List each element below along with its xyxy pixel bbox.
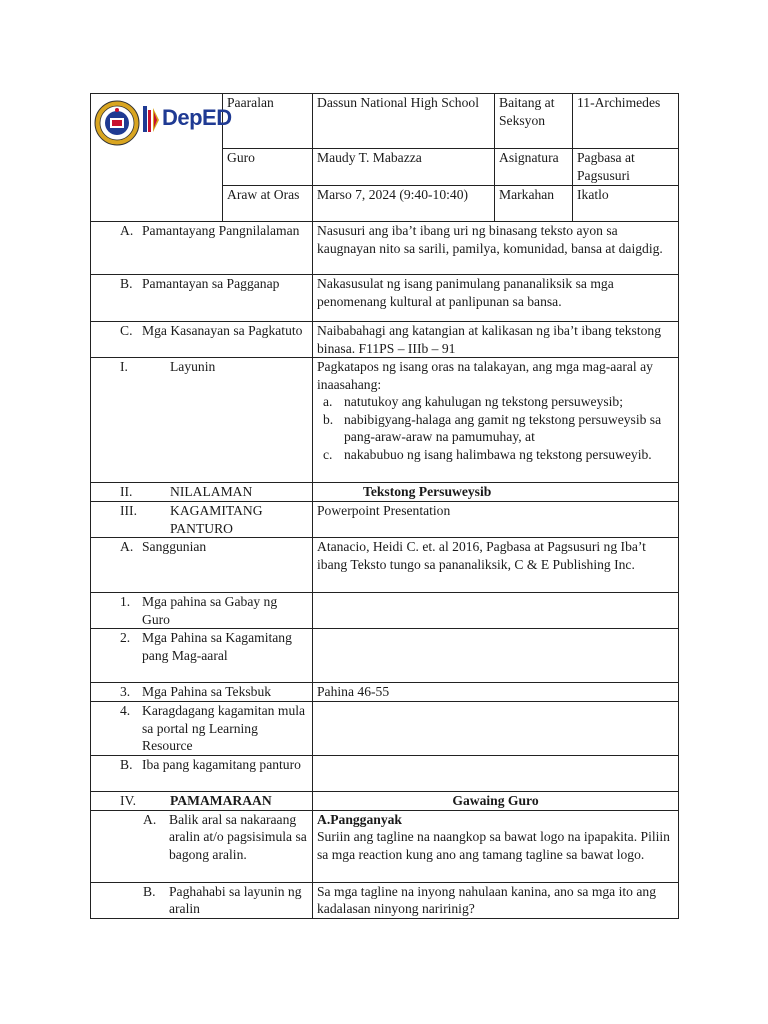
layunin-label-cell: I. Layunin bbox=[91, 358, 313, 483]
list-item: c. nakabubuo ng isang halimbawa ng tekstong persuweyib. bbox=[323, 446, 652, 462]
iba-pang-label: Iba pang kagamitang panturo bbox=[142, 757, 301, 772]
logo-group bbox=[95, 94, 232, 146]
row-pamantayang bbox=[91, 222, 679, 275]
gawaing-guro-heading: Gawaing Guro bbox=[313, 792, 679, 811]
araw-label: Araw at Oras bbox=[223, 186, 313, 222]
row-gabay bbox=[91, 593, 679, 629]
row-balik-aral bbox=[91, 810, 679, 882]
guro-value: Maudy T. Mabazza bbox=[313, 149, 495, 186]
pagganap-label: Pamantayan sa Pagganap bbox=[142, 276, 280, 291]
balik-aral-label: Balik aral sa nakaraang aralin at/o pagsisimula sa bagong aralin. bbox=[169, 811, 307, 862]
sanggunian-value: Atanacio, Heidi C. et. al 2016, Pagbasa at Pagsusuri ng Iba’t ibang Teksto tungo sa pananaliksik, C & E Publishing Inc. bbox=[313, 538, 679, 593]
iba-pang-value bbox=[313, 756, 679, 792]
pamamaraan-label: PAMAMARAAN bbox=[170, 793, 272, 808]
row-karagdagang bbox=[91, 702, 679, 756]
araw-value: Marso 7, 2024 (9:40-10:40) bbox=[313, 186, 495, 222]
balik-aral-label-cell: A. Balik aral sa nakaraang aralin at/o pagsisimula sa bagong aralin. bbox=[91, 810, 313, 882]
row-kasanayan bbox=[91, 322, 679, 358]
kasanayan-label-cell: C. Mga Kasanayan sa Pagkatuto bbox=[91, 322, 313, 358]
row-paghahabi bbox=[91, 882, 679, 918]
paghahabi-label-cell: B. Paghahabi sa layunin ng aralin bbox=[91, 882, 313, 918]
layunin-value-cell bbox=[313, 358, 679, 483]
balik-aral-value-cell bbox=[313, 810, 679, 882]
nilalaman-label-cell: II. NILALAMAN bbox=[91, 483, 313, 502]
teksbuk-value: Pahina 46-55 bbox=[313, 683, 679, 702]
row-teksbuk bbox=[91, 683, 679, 702]
pamamaraan-label-cell: IV. PAMAMARAAN bbox=[91, 792, 313, 811]
iba-pang-label-cell: B. Iba pang kagamitang panturo bbox=[91, 756, 313, 792]
row-pagganap bbox=[91, 275, 679, 322]
pamantayang-label-cell: A. Pamantayang Pangnilalaman bbox=[91, 222, 313, 275]
teksbuk-label: Mga Pahina sa Teksbuk bbox=[142, 684, 272, 699]
kagamitan-value: Powerpoint Presentation bbox=[313, 502, 679, 538]
row-nilalaman bbox=[91, 483, 679, 502]
list-item: a. natutukoy ang kahulugan ng tekstong persuweysib; bbox=[323, 394, 624, 409]
list-item: b. nabibigyang-halaga ang gamit ng tekstong persuweysib sa pang-araw-araw na pamumuhay, at bbox=[323, 411, 662, 444]
karagdagang-label-cell: 4. Karagdagang kagamitan mula sa portal ng Learning Resource bbox=[91, 702, 313, 756]
gabay-label-cell: 1. Mga pahina sa Gabay ng Guro bbox=[91, 593, 313, 629]
markahan-value: Ikatlo bbox=[573, 186, 679, 222]
pagganap-value: Nakasusulat ng isang panimulang pananaliksik sa mga penomenang kultural at panlipunan sa bansa. bbox=[313, 275, 679, 322]
asignatura-value: Pagbasa at Pagsusuri bbox=[573, 149, 679, 186]
row-sanggunian bbox=[91, 538, 679, 593]
guro-label: Guro bbox=[223, 149, 313, 186]
pangganyak-text: Suriin ang tagline na naangkop sa bawat logo na ipapakita. Piliin sa mga reaction kung ano ang tamang tagline sa bawat logo. bbox=[317, 829, 670, 862]
layunin-label: Layunin bbox=[170, 359, 216, 374]
kagamitan-label: KAGAMITANG PANTURO bbox=[170, 503, 263, 536]
sanggunian-label: Sanggunian bbox=[142, 539, 207, 554]
karagdagang-value bbox=[313, 702, 679, 756]
sanggunian-label-cell: A. Sanggunian bbox=[91, 538, 313, 593]
markahan-label: Markahan bbox=[495, 186, 573, 222]
pamantayang-value: Nasusuri ang iba’t ibang uri ng binasang teksto ayon sa kaugnayan nito sa sarili, pamilya, komunidad, bansa at daigdig. bbox=[313, 222, 679, 275]
kagamitang-pang-label: Mga Pahina sa Kagamitang pang Mag-aaral bbox=[142, 630, 292, 663]
baitang-value: 11-Archimedes bbox=[573, 94, 679, 149]
pamantayang-label: Pamantayang Pangnilalaman bbox=[142, 223, 300, 238]
kagamitang-pang-label-cell: 2. Mga Pahina sa Kagamitang pang Mag-aaral bbox=[91, 629, 313, 683]
nilalaman-label: NILALAMAN bbox=[170, 484, 253, 499]
kagamitan-label-cell: III. KAGAMITANG PANTURO bbox=[91, 502, 313, 538]
karagdagang-label: Karagdagang kagamitan mula sa portal ng Learning Resource bbox=[142, 703, 306, 753]
row-pamamaraan bbox=[91, 792, 679, 811]
paaralan-value: Dassun National High School bbox=[313, 94, 495, 149]
lesson-plan-table bbox=[90, 93, 679, 919]
deped-logo-text: DepED bbox=[162, 105, 232, 130]
row-iba-pang bbox=[91, 756, 679, 792]
nilalaman-value: Tekstong Persuweysib bbox=[313, 483, 679, 502]
layunin-intro: Pagkatapos ng isang oras na talakayan, ang mga mag-aaral ay inaasahang: bbox=[317, 359, 653, 392]
paghahabi-label: Paghahabi sa layunin ng aralin bbox=[169, 883, 302, 916]
row-layunin bbox=[91, 358, 679, 483]
asignatura-label: Asignatura bbox=[495, 149, 573, 186]
gabay-label: Mga pahina sa Gabay ng Guro bbox=[142, 594, 278, 627]
baitang-label: Baitang at Seksyon bbox=[495, 94, 573, 149]
row-kagamitang-pang bbox=[91, 629, 679, 683]
teksbuk-label-cell: 3. Mga Pahina sa Teksbuk bbox=[91, 683, 313, 702]
paghahabi-value: Sa mga tagline na inyong nahulaan kanina, ano sa mga ito ang kadalasan ninyong naririnig? bbox=[313, 882, 679, 918]
gabay-value bbox=[313, 593, 679, 629]
kasanayan-label: Mga Kasanayan sa Pagkatuto bbox=[142, 323, 303, 338]
row-kagamitan bbox=[91, 502, 679, 538]
layunin-list bbox=[317, 393, 674, 463]
kasanayan-value: Naibabahagi ang katangian at kalikasan ng iba’t ibang tekstong binasa. F11PS – IIIb – 91 bbox=[313, 322, 679, 358]
pagganap-label-cell: B. Pamantayan sa Pagganap bbox=[91, 275, 313, 322]
header-row-school bbox=[91, 94, 679, 149]
pangganyak-heading: A.Pangganyak bbox=[317, 811, 402, 827]
paaralan-label: Paaralan bbox=[223, 94, 313, 149]
kagamitang-pang-value bbox=[313, 629, 679, 683]
logo-cell bbox=[91, 94, 232, 222]
